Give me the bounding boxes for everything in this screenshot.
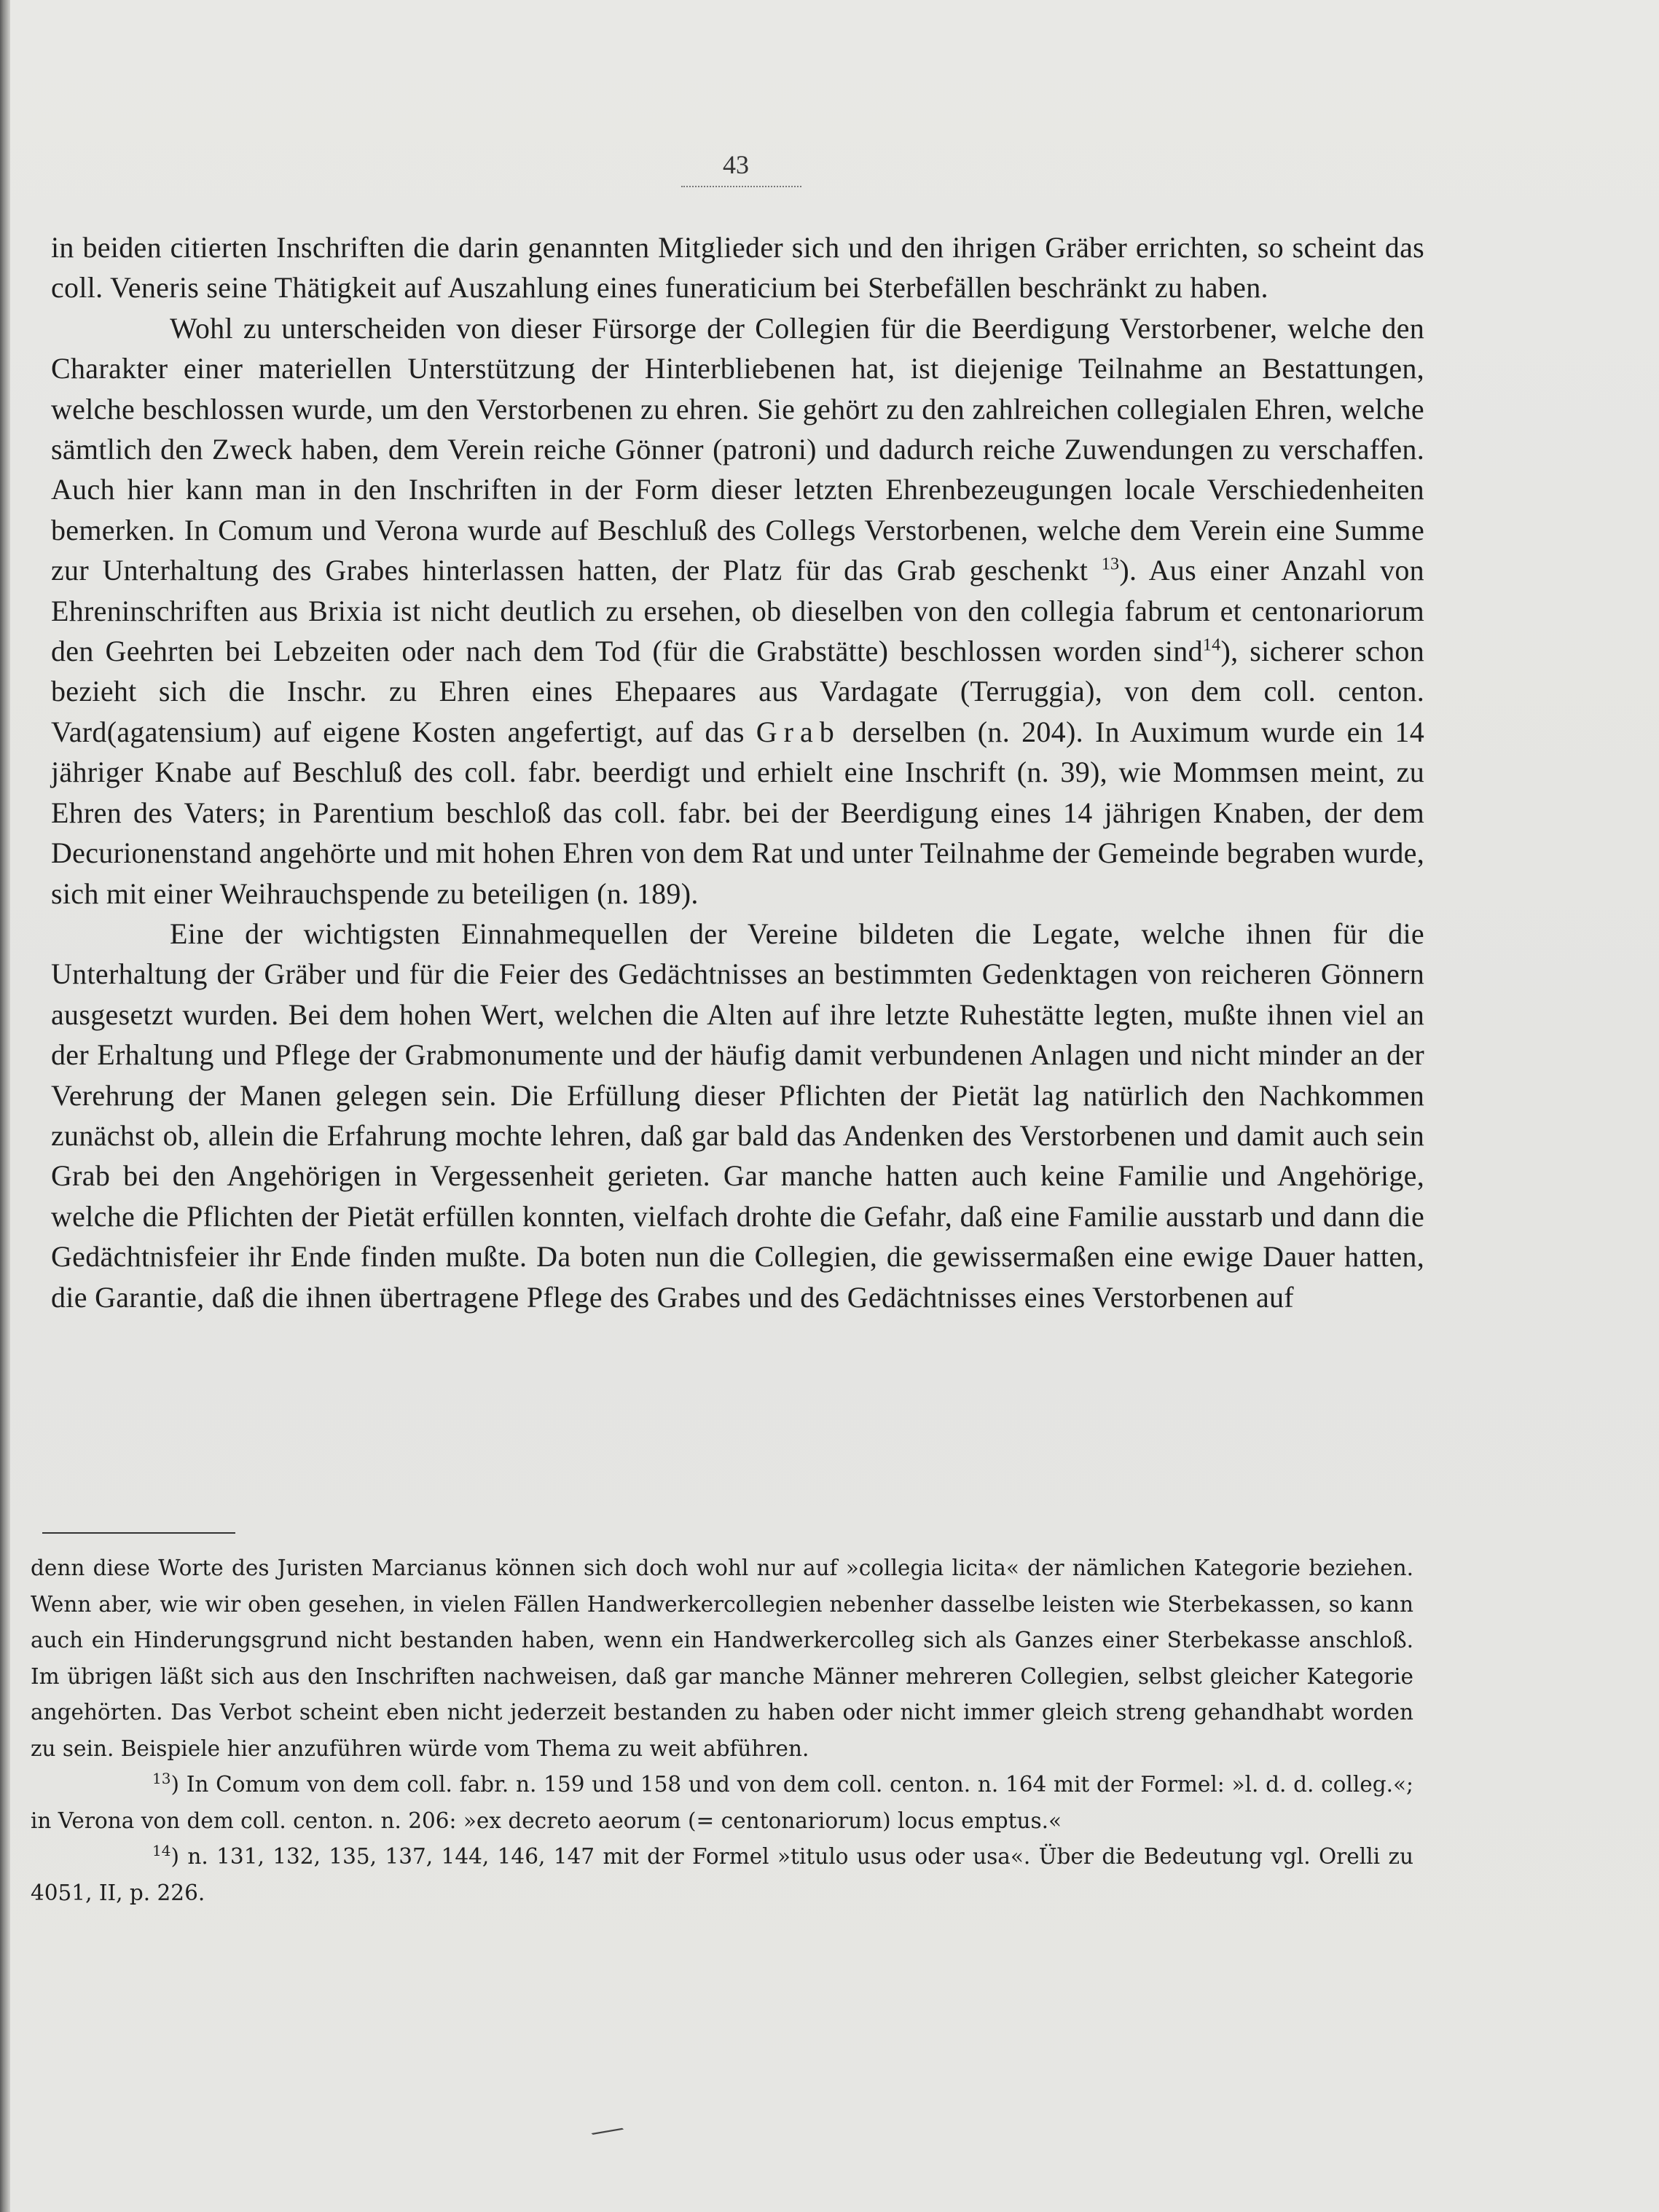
paragraph-2-part-2: ). Aus einer Anzahl von Ehreninschriften aus Brixia ist nicht deutlich zu ersehen, ob dieselben von den collegia fabrum et centonariorum den Geehrten bei Lebzeiten oder nach dem Tod (für die Grabstätte) beschlossen worden sind	[51, 554, 1424, 668]
footnote-ref-14: 14	[1202, 635, 1221, 655]
paragraph-2	[51, 308, 1424, 914]
main-text	[51, 227, 1424, 1317]
footnotes	[31, 1550, 1413, 1911]
page-number: 43	[723, 150, 749, 179]
spaced-emphasis: Grab	[756, 715, 841, 748]
paragraph-1: in beiden citierten Inschriften die darin genannten Mitglieder sich und den ihrigen Gräber errichten, so scheint das coll. Veneris seine Thätigkeit auf Auszahlung eines funeraticium bei Sterbefällen beschränkt zu haben.	[51, 231, 1424, 305]
scan-artifact-mark: ⟋	[586, 2110, 628, 2154]
paragraph-2-part-3: ), sicherer schon bezieht sich die Inschr. zu Ehren eines Ehepaares aus Vardagate (Terruggia), von dem coll. centon. Vard(agatensium) auf eigene Kosten angefertigt, auf das	[51, 635, 1424, 748]
paragraph-3: Eine der wichtigsten Einnahmequellen der Vereine bildeten die Legate, welche ihnen für die Unterhaltung der Gräber und für die Feier des Gedächtnisses an bestimmten Gedenktagen von reicheren Gönnern ausgesetzt wurden. Bei dem hohen Wert, welchen die Alten auf ihre letzte Ruhestätte legten, mußte ihnen viel an der Erhaltung und Pflege der Grabmonumente und der häufig damit verbundenen Anlagen und nicht minder an der Verehrung der Manen gelegen sein. Die Erfüllung dieser Pflichten der Pietät lag natürlich den Nachkommen zunächst ob, allein die Erfahrung mochte lehren, daß gar bald das Andenken des Verstorbenen und damit auch sein Grab bei den Angehörigen in Vergessenheit gerieten. Gar manche hatten auch keine Familie und Angehörige, welche die Pflichten der Pietät erfüllen konnten, vielfach drohte die Gefahr, daß eine Familie ausstarb und dann die Gedächtnisfeier ihr Ende finden mußte. Da boten nun die Collegien, die gewissermaßen eine ewige Dauer hatten, die Garantie, daß die ihnen übertragene Pflege des Grabes und des Gedächtnisses eines Verstorbenen auf	[51, 917, 1424, 1314]
footnote-continued: denn diese Worte des Juristen Marcianus können sich doch wohl nur auf »collegia licita« der nämlichen Kategorie beziehen. Wenn aber, wie wir oben gesehen, in vielen Fällen Handwerkercollegien nebenher dasselbe leisten wie Sterbekassen, so kann auch ein Hinderungsgrund nicht bestanden haben, wenn ein Handwerkercolleg sich als Ganzes einer Sterbekasse anschloß. Im übrigen läßt sich aus den Inschriften nachweisen, daß gar manche Männer mehreren Collegien, selbst gleicher Kategorie angehörten. Das Verbot scheint eben nicht jederzeit bestanden zu haben oder nicht immer gleich streng gehandhabt worden zu sein. Beispiele hier anzuführen würde vom Thema zu weit abführen.	[31, 1556, 1413, 1761]
footnote-14	[31, 1839, 1413, 1911]
footnote-ref-13: 13	[1101, 554, 1120, 574]
page-binding-edge	[0, 0, 10, 2212]
paragraph-2-part-1: Wohl zu unterscheiden von dieser Fürsorge der Collegien für die Beerdigung Verstorbener, welche den Charakter einer materiellen Unterstützung der Hinterbliebenen hat, ist diejenige Teilnahme an Bestattungen, welche beschlossen wurde, um den Verstorbenen zu ehren. Sie gehört zu den zahlreichen collegialen Ehren, welche sämtlich den Zweck haben, dem Verein reiche Gönner (patroni) und dadurch reiche Zuwendungen zu verschaffen. Auch hier kann man in den Inschriften in der Form dieser letzten Ehrenbezeugungen locale Verschiedenheiten bemerken. In Comum und Verona wurde auf Beschluß des Collegs Verstorbenen, welche dem Verein eine Summe zur Unterhaltung des Grabes hinterlassen hatten, der Platz für das Grab geschenkt	[51, 311, 1424, 587]
footnote-13-text: ) In Comum von dem coll. fabr. n. 159 und 158 und von dem coll. centon. n. 164 mit der Formel: »l. d. d. colleg.«; in Verona von dem coll. centon. n. 206: »ex decreto aeorum (= centonariorum) locus emptus.«	[31, 1772, 1413, 1833]
page-number-ornament	[681, 186, 801, 189]
footnote-13-mark: 13	[152, 1770, 171, 1788]
footnote-14-mark: 14	[152, 1842, 171, 1860]
footnote-14-text: ) n. 131, 132, 135, 137, 144, 146, 147 mit der Formel »titulo usus oder usa«. Über die Bedeutung vgl. Orelli zu 4051, II, p. 226.	[31, 1844, 1413, 1905]
footnote-13	[31, 1767, 1413, 1839]
paragraph-2-part-4: derselben (n. 204). In Auximum wurde ein 14 jähriger Knabe auf Beschluß des coll. fabr. beerdigt und erhielt eine Inschrift (n. 39), wie Mommsen meint, zu Ehren des Vaters; in Parentium beschloß das coll. fabr. bei der Beerdigung eines 14 jährigen Knaben, der dem Decurionenstand angehörte und mit hohen Ehren von dem Rat und unter Teilnahme der Gemeinde begraben wurde, sich mit einer Weihrauchspende zu beteiligen (n. 189).	[51, 715, 1424, 910]
footnote-separator	[42, 1532, 235, 1534]
